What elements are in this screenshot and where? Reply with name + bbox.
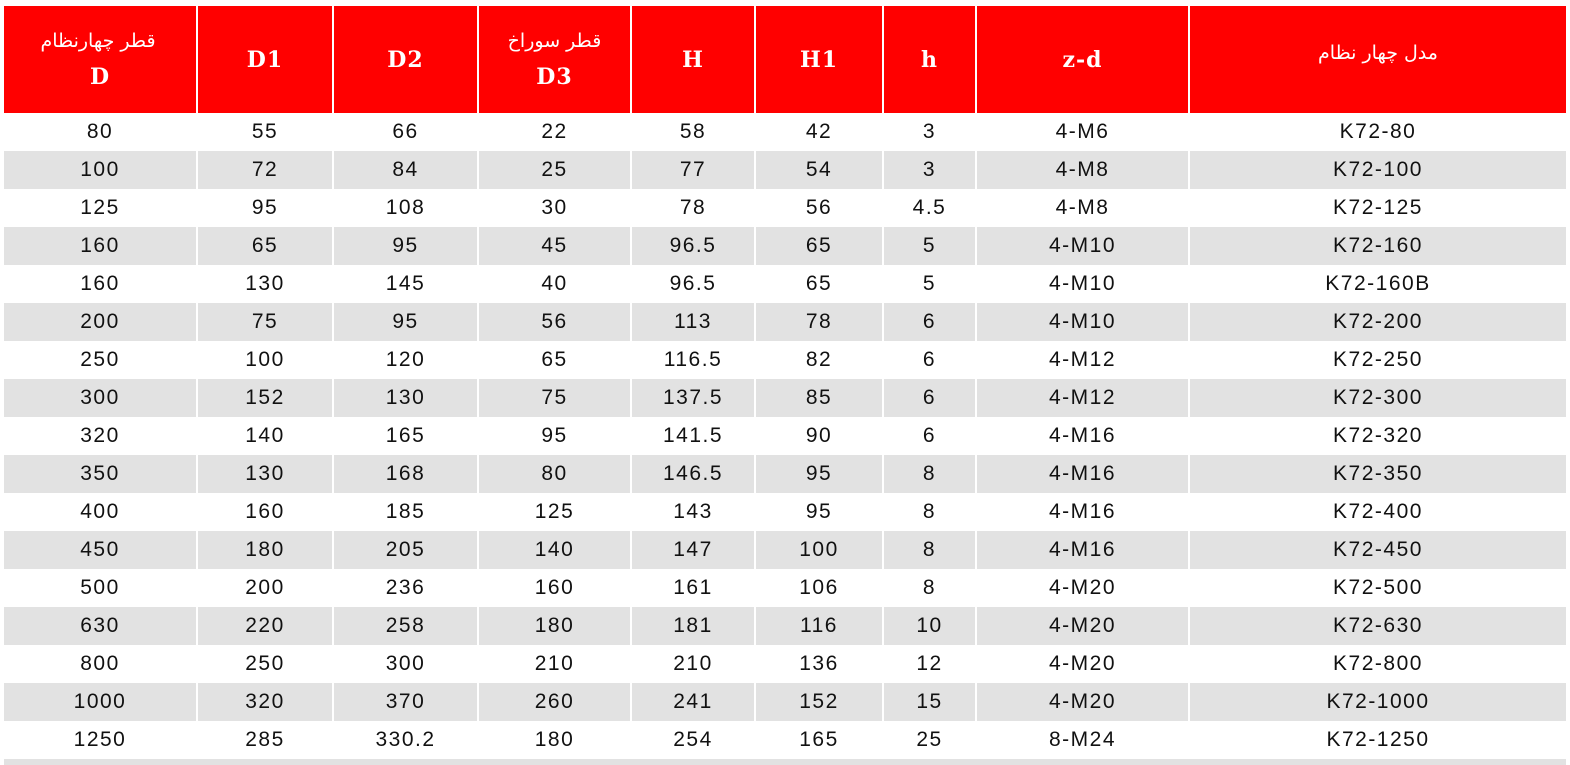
cell-d: 250 — [4, 341, 198, 379]
cell-d2: 236 — [334, 569, 479, 607]
cell-d3: 75 — [479, 379, 632, 417]
cell-model: K72-400 — [1333, 500, 1423, 523]
cell-d1: 140 — [198, 417, 334, 455]
table-row — [4, 341, 1566, 379]
cell-d2: 168 — [334, 455, 479, 493]
cell-d1: 160 — [198, 493, 334, 531]
cell-d2: 330.2 — [334, 721, 479, 759]
cell-model: K72-1250 — [1326, 728, 1430, 751]
cell-h1: 100 — [756, 531, 884, 569]
table-row — [4, 721, 1566, 759]
cell-h-upper: 77 — [632, 151, 756, 189]
cell-d: 350 — [4, 455, 198, 493]
cell-h1: 82 — [756, 341, 884, 379]
cell-d: 630 — [4, 607, 198, 645]
cell-h-upper: 137.5 — [632, 379, 756, 417]
cell-zd: 4-M8 — [977, 151, 1190, 189]
cell-h1: 65 — [756, 227, 884, 265]
cell-d2: 145 — [334, 265, 479, 303]
cell-d3: 22 — [479, 113, 632, 151]
header-d2-label: D2 — [387, 46, 424, 73]
table-row — [4, 379, 1566, 417]
cell-d3: 25 — [479, 151, 632, 189]
table-row — [4, 417, 1566, 455]
cell-zd: 4-M20 — [977, 569, 1190, 607]
cell-zd: 4-M20 — [977, 607, 1190, 645]
cell-model: K72-125 — [1333, 196, 1423, 219]
cell-d2: 185 — [334, 493, 479, 531]
cell-h-lower: 6 — [884, 379, 977, 417]
cell-d1: 95 — [198, 189, 334, 227]
cell-model: K72-320 — [1333, 424, 1423, 447]
cell-d: 125 — [4, 189, 198, 227]
cell-zd: 4-M16 — [977, 493, 1190, 531]
cell-d3: 140 — [479, 531, 632, 569]
cell-h-lower: 8 — [884, 531, 977, 569]
cell-d: 1000 — [4, 683, 198, 721]
cell-d3: 40 — [479, 265, 632, 303]
header-d-symbol: D — [89, 63, 111, 90]
header-h-upper — [632, 6, 756, 113]
cell-d1: 75 — [198, 303, 334, 341]
cell-h-lower: 3 — [884, 113, 977, 151]
cell-h-lower: 5 — [884, 227, 977, 265]
cell-d1: 220 — [198, 607, 334, 645]
table-row — [4, 189, 1566, 227]
cell-d1: 100 — [198, 341, 334, 379]
cell-h-lower: 8 — [884, 493, 977, 531]
cell-d2: 130 — [334, 379, 479, 417]
cell-d3: 30 — [479, 189, 632, 227]
header-d — [4, 6, 198, 113]
cell-d3: 125 — [479, 493, 632, 531]
cell-h1: 165 — [756, 721, 884, 759]
cell-d1: 130 — [198, 265, 334, 303]
cell-zd: 4-M12 — [977, 341, 1190, 379]
table-row — [4, 227, 1566, 265]
cell-d: 450 — [4, 531, 198, 569]
cell-d2: 84 — [334, 151, 479, 189]
cell-model: K72-300 — [1333, 386, 1423, 409]
header-zd — [977, 6, 1190, 113]
cell-d3: 210 — [479, 645, 632, 683]
cell-h-lower: 10 — [884, 607, 977, 645]
cell-model: K72-100 — [1333, 158, 1423, 181]
cell-d2: 370 — [334, 683, 479, 721]
cell-h1: 95 — [756, 455, 884, 493]
cell-zd: 4-M16 — [977, 455, 1190, 493]
cell-zd: 4-M10 — [977, 227, 1190, 265]
cell-h-lower: 8 — [884, 569, 977, 607]
table-row — [4, 569, 1566, 607]
table-row — [4, 151, 1566, 189]
table-row — [4, 455, 1566, 493]
cell-d3: 260 — [479, 683, 632, 721]
cell-d: 300 — [4, 379, 198, 417]
table-row — [4, 531, 1566, 569]
cell-d1: 152 — [198, 379, 334, 417]
table-row — [4, 265, 1566, 303]
cell-h-upper: 241 — [632, 683, 756, 721]
header-h-lower — [884, 6, 977, 113]
cell-h1: 116 — [756, 607, 884, 645]
cell-d2: 258 — [334, 607, 479, 645]
table-row — [4, 645, 1566, 683]
cell-h1: 56 — [756, 189, 884, 227]
table-row — [4, 113, 1566, 151]
cell-d1: 55 — [198, 113, 334, 151]
cell-d3: 80 — [479, 455, 632, 493]
header-d2 — [334, 6, 479, 113]
cell-d2: 95 — [334, 227, 479, 265]
cell-model: K72-500 — [1333, 576, 1423, 599]
cell-d: 160 — [4, 227, 198, 265]
header-d1 — [198, 6, 334, 113]
cell-h1: 136 — [756, 645, 884, 683]
cell-h-upper: 96.5 — [632, 265, 756, 303]
cell-h-upper: 210 — [632, 645, 756, 683]
cell-h-lower: 3 — [884, 151, 977, 189]
table-row — [4, 303, 1566, 341]
header-d3 — [479, 6, 632, 113]
cell-h-lower: 4.5 — [884, 189, 977, 227]
cell-h-upper: 116.5 — [632, 341, 756, 379]
cell-zd: 4-M16 — [977, 531, 1190, 569]
header-h1-label: H1 — [799, 46, 839, 73]
header-h-lower-label: h — [921, 46, 938, 73]
cell-zd: 8-M24 — [977, 721, 1190, 759]
header-d-persian: قطر چهارنظام — [40, 29, 156, 52]
cell-h-lower: 8 — [884, 455, 977, 493]
cell-h-upper: 58 — [632, 113, 756, 151]
cell-d: 400 — [4, 493, 198, 531]
cell-h-lower: 5 — [884, 265, 977, 303]
cell-d: 800 — [4, 645, 198, 683]
cell-d: 1250 — [4, 721, 198, 759]
cell-h-lower: 6 — [884, 303, 977, 341]
cell-d1: 200 — [198, 569, 334, 607]
cell-model: K72-800 — [1333, 652, 1423, 675]
cell-h1: 90 — [756, 417, 884, 455]
cell-d1: 180 — [198, 531, 334, 569]
cell-d3: 95 — [479, 417, 632, 455]
cell-h-lower: 25 — [884, 721, 977, 759]
cell-model: K72-630 — [1333, 614, 1423, 637]
cell-h1: 54 — [756, 151, 884, 189]
cell-d3: 56 — [479, 303, 632, 341]
header-d1-label: D1 — [246, 46, 284, 73]
cell-d1: 72 — [198, 151, 334, 189]
cell-h-upper: 113 — [632, 303, 756, 341]
spec-table — [4, 6, 1566, 765]
cell-h1: 78 — [756, 303, 884, 341]
cell-d2: 66 — [334, 113, 479, 151]
header-h-upper-label: H — [682, 46, 704, 73]
cell-zd: 4-M12 — [977, 379, 1190, 417]
cell-h-upper: 78 — [632, 189, 756, 227]
cell-h1: 152 — [756, 683, 884, 721]
cell-d2: 205 — [334, 531, 479, 569]
cell-model: K72-350 — [1333, 462, 1423, 485]
cell-d2: 95 — [334, 303, 479, 341]
cell-d2: 120 — [334, 341, 479, 379]
table-row — [4, 683, 1566, 721]
cell-d1: 250 — [198, 645, 334, 683]
header-model-persian: مدل چهار نظام — [1318, 41, 1438, 64]
cell-d1: 320 — [198, 683, 334, 721]
cell-d: 500 — [4, 569, 198, 607]
cell-d3: 180 — [479, 607, 632, 645]
cell-h-upper: 96.5 — [632, 227, 756, 265]
cell-h-upper: 143 — [632, 493, 756, 531]
cell-model: K72-1000 — [1326, 690, 1430, 713]
table-body — [4, 113, 1566, 759]
cell-model: K72-80 — [1339, 120, 1417, 143]
cell-h-lower: 15 — [884, 683, 977, 721]
cell-h-upper: 141.5 — [632, 417, 756, 455]
cell-zd: 4-M10 — [977, 265, 1190, 303]
cell-d: 320 — [4, 417, 198, 455]
cell-h1: 42 — [756, 113, 884, 151]
header-model — [1190, 6, 1566, 113]
cell-d3: 160 — [479, 569, 632, 607]
cell-h-lower: 6 — [884, 341, 977, 379]
cell-d: 100 — [4, 151, 198, 189]
cell-d2: 300 — [334, 645, 479, 683]
header-zd-label: z-d — [1062, 46, 1103, 73]
table-row — [4, 607, 1566, 645]
cell-d3: 45 — [479, 227, 632, 265]
cell-h-upper: 161 — [632, 569, 756, 607]
cell-h1: 85 — [756, 379, 884, 417]
cell-h-upper: 146.5 — [632, 455, 756, 493]
cell-zd: 4-M20 — [977, 683, 1190, 721]
header-d3-symbol: D3 — [536, 63, 573, 90]
cell-d2: 165 — [334, 417, 479, 455]
cell-d1: 285 — [198, 721, 334, 759]
cell-h1: 65 — [756, 265, 884, 303]
table-tail-stripe — [4, 759, 1566, 765]
cell-model: K72-450 — [1333, 538, 1423, 561]
cell-h1: 95 — [756, 493, 884, 531]
table-header — [4, 6, 1566, 113]
cell-d1: 130 — [198, 455, 334, 493]
cell-model: K72-160B — [1325, 272, 1431, 295]
cell-model: K72-160 — [1333, 234, 1423, 257]
cell-h-lower: 12 — [884, 645, 977, 683]
cell-d: 80 — [4, 113, 198, 151]
cell-zd: 4-M20 — [977, 645, 1190, 683]
cell-d3: 180 — [479, 721, 632, 759]
header-h1 — [756, 6, 884, 113]
cell-d1: 65 — [198, 227, 334, 265]
cell-d: 200 — [4, 303, 198, 341]
cell-zd: 4-M10 — [977, 303, 1190, 341]
table-row — [4, 493, 1566, 531]
cell-zd: 4-M8 — [977, 189, 1190, 227]
cell-d2: 108 — [334, 189, 479, 227]
cell-d: 160 — [4, 265, 198, 303]
cell-model: K72-250 — [1333, 348, 1423, 371]
cell-zd: 4-M16 — [977, 417, 1190, 455]
cell-h1: 106 — [756, 569, 884, 607]
cell-h-upper: 147 — [632, 531, 756, 569]
cell-d3: 65 — [479, 341, 632, 379]
cell-model: K72-200 — [1333, 310, 1423, 333]
header-d3-persian: قطر سوراخ — [507, 29, 602, 52]
cell-h-upper: 181 — [632, 607, 756, 645]
cell-zd: 4-M6 — [977, 113, 1190, 151]
cell-h-lower: 6 — [884, 417, 977, 455]
cell-h-upper: 254 — [632, 721, 756, 759]
